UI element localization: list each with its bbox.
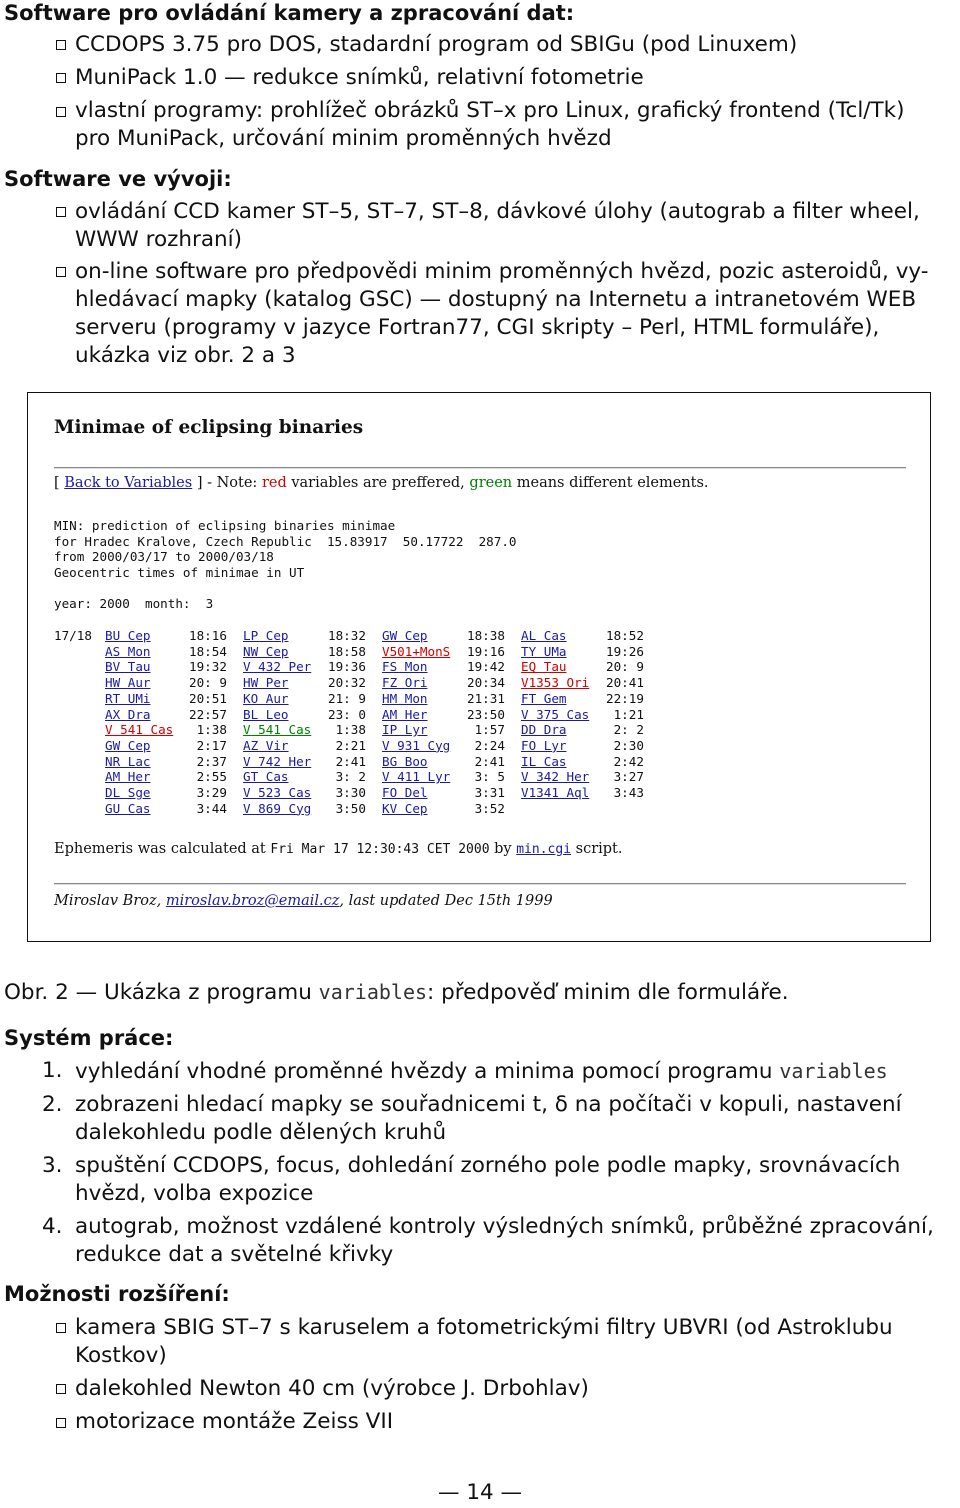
minimum-time: 3: 2 — [328, 769, 366, 785]
minimum-time: 3:44 — [189, 800, 227, 816]
list-item: CCDOPS 3.75 pro DOS, stadardní program od SBIGu (pod Linuxem) — [75, 32, 798, 57]
star-link[interactable]: FZ Ori — [382, 675, 428, 691]
caption-text: : předpověď minim dle formuláře. — [427, 980, 789, 1005]
minimum-time: 20:34 — [467, 675, 505, 691]
minimum-time: 2:17 — [189, 737, 227, 753]
star-link[interactable]: GW Cep — [382, 628, 428, 643]
star-link[interactable]: V 432 Per — [243, 659, 312, 675]
minimum-time: 19:32 — [189, 659, 227, 675]
min-cgi-link[interactable]: min.cgi — [516, 842, 572, 857]
caption-code: variables — [318, 980, 428, 1004]
star-link[interactable]: GU Cas — [105, 800, 151, 816]
minimum-time: 1:57 — [467, 722, 505, 738]
star-link[interactable]: FO Lyr — [521, 737, 567, 753]
star-link[interactable]: IL Cas — [521, 753, 567, 769]
web-screenshot — [27, 392, 931, 942]
minimum-time: 1:21 — [606, 706, 644, 722]
minimum-time: 2:21 — [328, 737, 366, 753]
list-item-cont: ukázka viz obr. 2 a 3 — [75, 343, 296, 368]
bullet-icon — [56, 107, 66, 117]
minimum-time: 2:24 — [467, 737, 505, 753]
item-text: vyhledání vhodné proměnné hvězdy a minima pomocí programu — [75, 1059, 780, 1084]
star-link[interactable]: BU Cep — [105, 628, 151, 643]
list-item: dalekohled Newton 40 cm (výrobce J. Drbohlav) — [75, 1376, 589, 1401]
note-text: ] - Note: — [192, 475, 262, 491]
star-link[interactable]: RT UMi — [105, 690, 151, 706]
star-link[interactable]: FS Mon — [382, 659, 428, 675]
star-link[interactable]: V1341 Aql — [521, 785, 590, 800]
minimum-time: 2:55 — [189, 769, 227, 785]
minimum-time: 18:16 — [189, 628, 227, 643]
star-link[interactable]: FT Gem — [521, 690, 567, 706]
list-item: kamera SBIG ST–7 s karuselem a fotometrickými filtry UBVRI (od Astroklubu — [75, 1315, 893, 1340]
minimum-time: 20:41 — [606, 675, 644, 691]
list-item-cont: Kostkov) — [75, 1343, 167, 1368]
star-link[interactable]: AX Dra — [105, 706, 151, 722]
star-link[interactable]: FO Del — [382, 785, 428, 800]
minimum-time: 21: 9 — [328, 690, 366, 706]
star-link[interactable]: AM Her — [382, 706, 428, 722]
note-text: means different elements. — [512, 475, 709, 491]
list-item-cont: pro MuniPack, určování minim proměnných hvězd — [75, 126, 612, 151]
figure-caption — [4, 978, 789, 1007]
minimum-time: 3:52 — [467, 800, 505, 816]
star-link[interactable]: GW Cep — [105, 737, 151, 753]
bullet-icon — [56, 1323, 66, 1333]
note-line — [54, 475, 709, 491]
star-link[interactable]: V 541 Cas — [105, 722, 174, 738]
minimum-time: 21:31 — [467, 690, 505, 706]
minimum-time: 20:51 — [189, 690, 227, 706]
star-link[interactable]: KO Aur — [243, 690, 289, 706]
list-item-cont: WWW rozhraní) — [75, 227, 243, 252]
list-item-cont: hvězd, volba expozice — [75, 1181, 314, 1206]
minimum-time: 22:57 — [189, 706, 227, 722]
minimum-time: 23: 0 — [328, 706, 366, 722]
bullet-icon — [56, 40, 66, 50]
list-item: zobrazeni hledací mapky se souřadnicemi t, δ na počítači v kopuli, nastavení — [75, 1092, 902, 1117]
list-item: spuštění CCDOPS, focus, dohledání zorného pole podle mapky, srovnávacích — [75, 1153, 901, 1178]
minimum-time: 2:30 — [606, 737, 644, 753]
minimum-time: 20: 9 — [606, 659, 644, 675]
page-number: — 14 — — [437, 1480, 523, 1505]
minimum-time: 2:42 — [606, 753, 644, 769]
minimum-time: 19:36 — [328, 659, 366, 675]
date-label: 17/18 — [54, 628, 92, 643]
star-link[interactable]: V501+MonS — [382, 643, 451, 659]
list-item-cont: redukce dat a světelné křivky — [75, 1242, 394, 1267]
minimum-time: 19:42 — [467, 659, 505, 675]
star-link[interactable]: V 375 Cas — [521, 706, 590, 722]
last-updated: , last updated Dec 15th 1999 — [339, 893, 553, 909]
header-line: Geocentric times of minimae in UT — [54, 565, 305, 580]
item-number: 3. — [42, 1153, 63, 1178]
star-link[interactable]: BV Tau — [105, 659, 151, 675]
minimum-time: 18:52 — [606, 628, 644, 643]
ephemeris-footer — [54, 841, 623, 857]
star-link[interactable]: V 742 Her — [243, 753, 312, 769]
bullet-icon — [56, 267, 66, 277]
minimum-time: 20: 9 — [189, 675, 227, 691]
item-number: 2. — [42, 1092, 63, 1117]
list-item: on-line software pro předpovědi minim proměnných hvězd, pozic asteroidů, vy- — [75, 259, 929, 284]
list-item: autograb, možnost vzdálené kontroly výsledných snímků, průběžné zpracování, — [75, 1214, 934, 1239]
star-link[interactable]: NR Lac — [105, 753, 151, 769]
minimum-time: 3:27 — [606, 769, 644, 785]
footer-text: script. — [571, 841, 623, 857]
minimum-time: 3:31 — [467, 785, 505, 800]
header-line: from 2000/03/17 to 2000/03/18 — [54, 549, 274, 564]
star-link[interactable]: BL Leo — [243, 706, 289, 722]
minimum-time: 20:32 — [328, 675, 366, 691]
star-link[interactable]: HM Mon — [382, 690, 428, 706]
minimum-time: 18:54 — [189, 643, 227, 659]
footer-time: Fri Mar 17 12:30:43 CET 2000 — [270, 842, 490, 857]
list-item-cont: serveru (programy v jazyce Fortran77, CGI skripty – Perl, HTML formuláře), — [75, 315, 880, 340]
note-green: green — [469, 475, 513, 491]
list-item: MuniPack 1.0 — redukce snímků, relativní fotometrie — [75, 65, 644, 90]
star-link[interactable]: AL Cas — [521, 628, 567, 643]
minimum-time: 3:50 — [328, 800, 366, 816]
list-item-cont: dalekohledu podle dělených kruhů — [75, 1120, 447, 1145]
item-number: 1. — [42, 1058, 63, 1083]
star-link[interactable]: V 342 Her — [521, 769, 590, 785]
star-link[interactable]: AZ Vir — [243, 737, 289, 753]
footer-text: by — [489, 841, 517, 857]
heading-extensions: Možnosti rozšíření: — [4, 1282, 230, 1306]
star-link[interactable]: DD Dra — [521, 722, 567, 738]
star-link[interactable]: V1353 Ori — [521, 675, 590, 691]
bullet-icon — [56, 1418, 66, 1428]
minimum-time: 19:16 — [467, 643, 505, 659]
bullet-icon — [56, 1384, 66, 1394]
back-to-variables-link[interactable]: Back to Variables — [64, 475, 193, 491]
footer-text: Ephemeris was calculated at — [54, 841, 271, 857]
minimum-time: 2:41 — [467, 753, 505, 769]
star-link[interactable]: V 541 Cas — [243, 722, 312, 738]
star-link[interactable]: V 931 Cyg — [382, 737, 451, 753]
star-link[interactable]: LP Cep — [243, 628, 289, 643]
header-line: for Hradec Kralove, Czech Republic 15.83917 50.17722 287.0 — [54, 534, 517, 549]
note-text: variables are preffered, — [286, 475, 470, 491]
list-item: motorizace montáže Zeiss VII — [75, 1409, 394, 1434]
minimum-time: 1:38 — [189, 722, 227, 738]
star-link[interactable]: DL Sge — [105, 785, 151, 800]
item-number: 4. — [42, 1214, 63, 1239]
star-link[interactable]: AS Mon — [105, 643, 151, 659]
header-line: MIN: prediction of eclipsing binaries minimae — [54, 518, 396, 533]
page-title: Minimae of eclipsing binaries — [54, 417, 364, 438]
divider — [54, 467, 906, 469]
minimum-time: 18:32 — [328, 628, 366, 643]
star-link[interactable]: V 523 Cas — [243, 785, 312, 800]
minimum-time: 2:37 — [189, 753, 227, 769]
star-link[interactable]: V 869 Cyg — [243, 800, 312, 816]
star-link[interactable]: HW Per — [243, 675, 289, 691]
minimum-time: 1:38 — [328, 722, 366, 738]
divider — [54, 883, 906, 885]
heading-software: Software pro ovládání kamery a zpracování dat: — [4, 1, 575, 25]
heading-system: Systém práce: — [4, 1026, 174, 1050]
minimum-time: 3:43 — [606, 785, 644, 800]
star-link[interactable]: TY UMa — [521, 643, 567, 659]
minimum-time: 18:38 — [467, 628, 505, 643]
minimum-time: 18:58 — [328, 643, 366, 659]
star-link[interactable]: AM Her — [105, 769, 151, 785]
list-item: vlastní programy: prohlížeč obrázků ST–x pro Linux, grafický frontend (Tcl/Tk) — [75, 98, 905, 123]
list-item: ovládání CCD kamer ST–5, ST–7, ST–8, dávkové úlohy (autograb a filter wheel, — [75, 199, 920, 224]
minimum-time: 3: 5 — [467, 769, 505, 785]
bullet-icon — [56, 207, 66, 217]
star-link[interactable]: GT Cas — [243, 769, 289, 785]
signature — [54, 893, 553, 909]
caption-text: Obr. 2 — Ukázka z programu — [4, 980, 319, 1005]
heading-software-dev: Software ve vývoji: — [4, 167, 232, 191]
star-link[interactable]: BG Boo — [382, 753, 428, 769]
minimum-time: 2:41 — [328, 753, 366, 769]
minimum-time: 22:19 — [606, 690, 644, 706]
bullet-icon — [56, 73, 66, 83]
year-month-line: year: 2000 month: 3 — [54, 596, 214, 611]
item-code: variables — [779, 1059, 888, 1083]
minimum-time: 3:30 — [328, 785, 366, 800]
star-link[interactable]: EQ Tau — [521, 659, 567, 675]
minimum-time: 3:29 — [189, 785, 227, 800]
star-link[interactable]: IP Lyr — [382, 722, 428, 738]
note-red: red — [261, 475, 287, 491]
star-link[interactable]: KV Cep — [382, 800, 428, 816]
minimum-time: 2: 2 — [606, 722, 644, 738]
author-name: Miroslav Broz, — [54, 893, 166, 909]
minimum-time: 23:50 — [467, 706, 505, 722]
star-link[interactable]: HW Aur — [105, 675, 151, 691]
star-link[interactable]: V 411 Lyr — [382, 769, 451, 785]
list-item-cont: hledávací mapky (katalog GSC) — dostupný na Internetu a intranetovém WEB — [75, 287, 917, 312]
list-item — [75, 1057, 888, 1086]
author-email-link[interactable]: miroslav.broz@email.cz — [165, 893, 340, 909]
minimum-time: 19:26 — [606, 643, 644, 659]
star-link[interactable]: NW Cep — [243, 643, 289, 659]
bracket: [ — [54, 475, 65, 491]
